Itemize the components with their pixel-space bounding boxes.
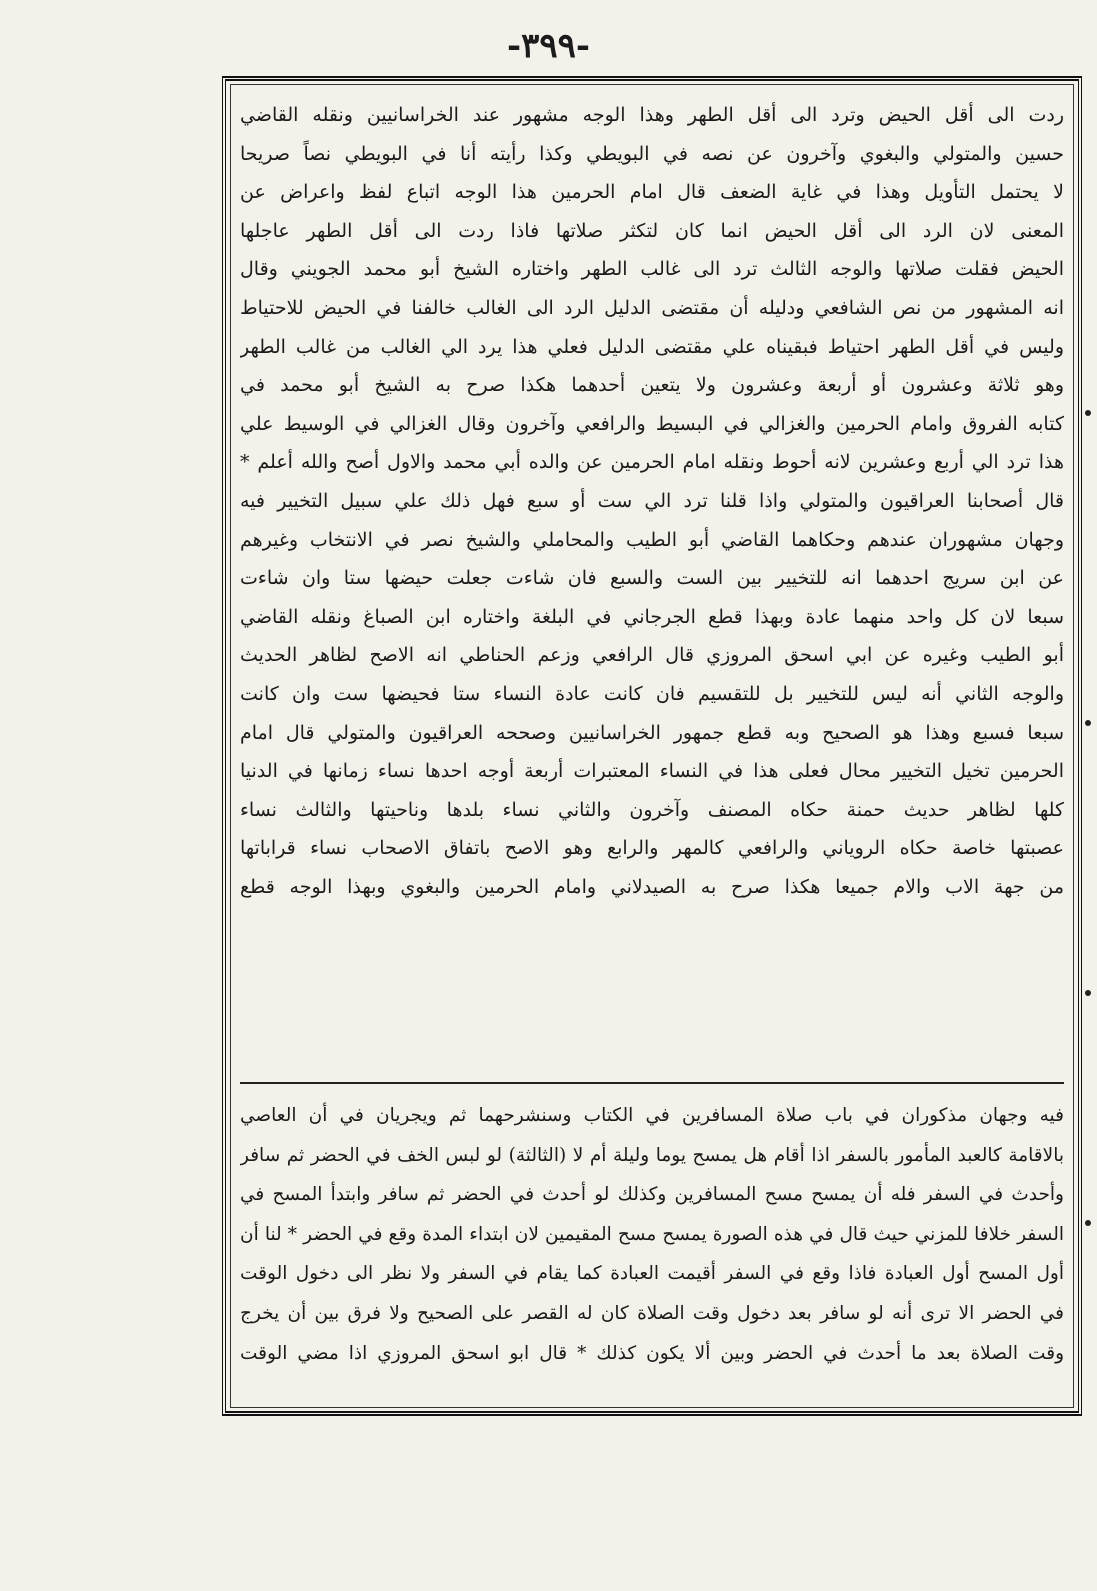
margin-dot <box>1085 990 1091 996</box>
main-line: حسين والمتولي والبغوي وآخرون عن نصه في البويطي وكذا رأيته أنا في البويطي نصاً صريحا <box>240 142 1064 165</box>
main-line: وهو ثلاثة وعشرون أو أربعة وعشرون ولا يتعين أحدهما هكذا صرح به الشيخ أبو محمد في <box>240 374 1064 397</box>
footnote-line: في الحضر الا ترى أنه لو سافر بعد دخول وقت الصلاة كان له القصر على الصحيح ولا فرق بين أن يخرج <box>240 1302 1064 1324</box>
main-line: سبعا فسبع وهذا هو الصحيح وبه قطع جمهور الخراسانيين وصححه العراقيون والمتولي قال امام <box>240 721 1064 744</box>
main-line: المعنى لان الرد الى أقل الحيض انما كان لتكثر صلاتها فاذا ردت الى أقل الطهر عاجلها <box>240 219 1064 242</box>
page-number: -٣٩٩- <box>506 26 591 66</box>
footnote-line: أول المسح أول العبادة فاذا وقع في السفر أقيمت العبادة كما يقام في السفر ولا نظر الى دخول الوقت <box>240 1263 1064 1285</box>
main-line: الحيض فقلت صلاتها والوجه الثالث ترد الى غالب الطهر واختاره الشيخ أبو محمد الجويني وقال <box>240 258 1064 281</box>
footnote-line: بالاقامة كالعبد المأمور بالسفر اذا أقام هل يمسح يوما وليلة أم لا (الثالثة) لو لبس الخف في الحضر ثم سافر <box>240 1144 1064 1166</box>
footnote-divider <box>240 1082 1064 1084</box>
main-line: وليس في أقل الطهر احتياط فبقيناه علي مقتضى الدليل فعلي هذا يرد الي الغالب من غالب الطهر <box>240 335 1064 358</box>
main-line: من جهة الاب والام جميعا هكذا صرح به الصيدلاني وامام الحرمين والبغوي وبهذا الوجه قطع <box>240 875 1064 898</box>
main-text-block <box>240 96 1064 906</box>
footnote-line: السفر خلافا للمزني حيث قال في هذه الصورة يمسح مسح المقيمين لان ابتداء المدة وقع في الحضر * لنا أن <box>240 1223 1064 1245</box>
margin-dot <box>1085 720 1091 726</box>
main-line: والوجه الثاني أنه ليس للتخيير بل للتقسيم فان كانت عادة النساء ستا فحيضها ست وان كانت <box>240 682 1064 705</box>
footnote-line: فيه وجهان مذكوران في باب صلاة المسافرين في الكتاب وسنشرحهما ثم ويجريان في أن العاصي <box>240 1105 1064 1126</box>
main-line: سبعا لان كل واحد منهما عادة وبهذا قطع الجرجاني في البلغة واختاره ابن الصباغ ونقله القاضي <box>240 605 1064 628</box>
main-line: انه المشهور من نص الشافعي ودليله أن مقتضى الدليل الرد الى الغالب خالفنا في الحيض للاحتياط <box>240 296 1064 319</box>
footnote-text-block <box>240 1096 1064 1373</box>
margin-dot <box>1085 410 1091 416</box>
main-line: كتابه الفروق وامام الحرمين والغزالي في البسيط والرافعي وآخرون وقال الغزالي في الوسيط علي <box>240 412 1064 435</box>
main-line: عن ابن سريج احدهما انه للتخيير بين الست والسبع فان شاءت جعلت حيضها ستا وان شاءت <box>240 567 1064 590</box>
margin-dot <box>1085 1220 1091 1226</box>
main-line: أبو الطيب وغيره عن ابي اسحق المروزي قال الرافعي وزعم الحناطي انه الاصح لظاهر الحديث <box>240 644 1064 667</box>
main-line: قال أصحابنا العراقيون والمتولي واذا قلنا ترد الي ست أو سبع فهل ذلك علي سبيل التخيير فيه <box>240 489 1064 512</box>
main-line: الحرمين تخيل التخيير محال فعلى هذا في النساء المعتبرات أربعة أوجه احدها نساء زمانها في الدنيا <box>240 760 1064 783</box>
footnote-line: وأحدث في السفر فله أن يمسح مسح المسافرين وكذلك لو أحدث في الحضر ثم سافر وابتدأ المسح في <box>240 1184 1064 1206</box>
main-line: عصبتها خاصة حكاه الروياني والرافعي كالمهر والرابع وهو الاصح باتفاق الاصحاب نساء قراباتها <box>240 837 1064 860</box>
main-line: لا يحتمل التأويل وهذا في غاية الضعف قال امام الحرمين هذا الوجه اتباع لفظ واعراض عن <box>240 181 1064 204</box>
main-line: وجهان مشهوران عندهم وحكاهما القاضي أبو الطيب والمحاملي والشيخ نصر في الانتخاب وغيرهم <box>240 528 1064 551</box>
main-line: ردت الى أقل الحيض وترد الى أقل الطهر وهذا الوجه مشهور عند الخراسانيين ونقله القاضي <box>240 104 1064 126</box>
footnote-line: وقت الصلاة بعد ما أحدث في الحضر وبين ألا يكون كذلك * قال ابو اسحق المروزي اذا مضي الوقت <box>240 1342 1064 1364</box>
main-line: هذا ترد الي أربع وعشرين لانه أحوط ونقله امام الحرمين عن والده أبي محمد والاول أصح والله أعلم * <box>240 451 1064 474</box>
main-line: كلها لظاهر حديث حمنة حكاه المصنف وآخرون والثاني نساء بلدها وناحيتها والثالث نساء <box>240 798 1064 821</box>
